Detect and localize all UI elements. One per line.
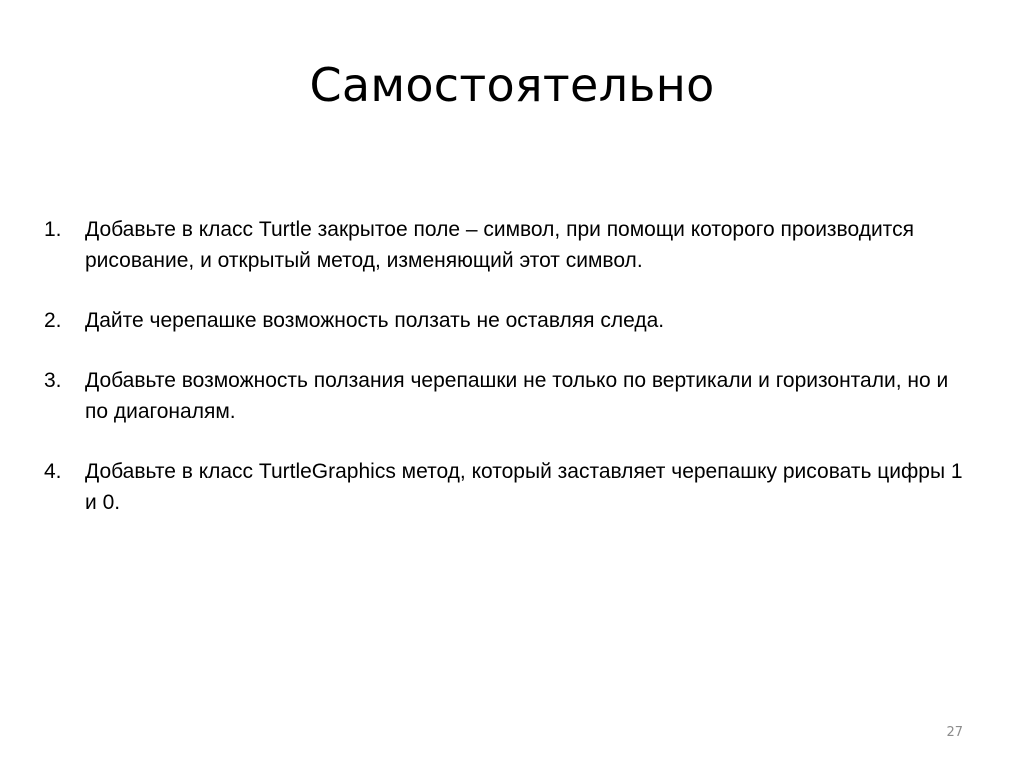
list-item bbox=[44, 365, 974, 427]
list-item-number: 2. bbox=[44, 309, 62, 332]
list-item-text: Добавьте в класс TurtleGraphics метод, который заставляет черепашку рисовать цифры 1 и 0. bbox=[85, 460, 963, 514]
list-item-number: 4. bbox=[44, 460, 62, 483]
list-item bbox=[44, 214, 974, 276]
list-item-number: 1. bbox=[44, 218, 62, 241]
page-number: 27 bbox=[946, 725, 963, 740]
list-item bbox=[44, 456, 974, 518]
list-item-number: 3. bbox=[44, 369, 62, 392]
list-item bbox=[44, 305, 974, 336]
list-item-text: Добавьте возможность ползания черепашки не только по вертикали и горизонтали, но и по диагоналям. bbox=[85, 369, 949, 423]
list-item-text: Добавьте в класс Turtle закрытое поле – символ, при помощи которого производится рисование, и открытый метод, изменяющий этот символ. bbox=[85, 218, 914, 272]
list-item-text: Дайте черепашке возможность ползать не оставляя следа. bbox=[85, 309, 665, 332]
slide-title: Самостоятельно bbox=[309, 58, 715, 112]
task-list bbox=[44, 214, 974, 547]
